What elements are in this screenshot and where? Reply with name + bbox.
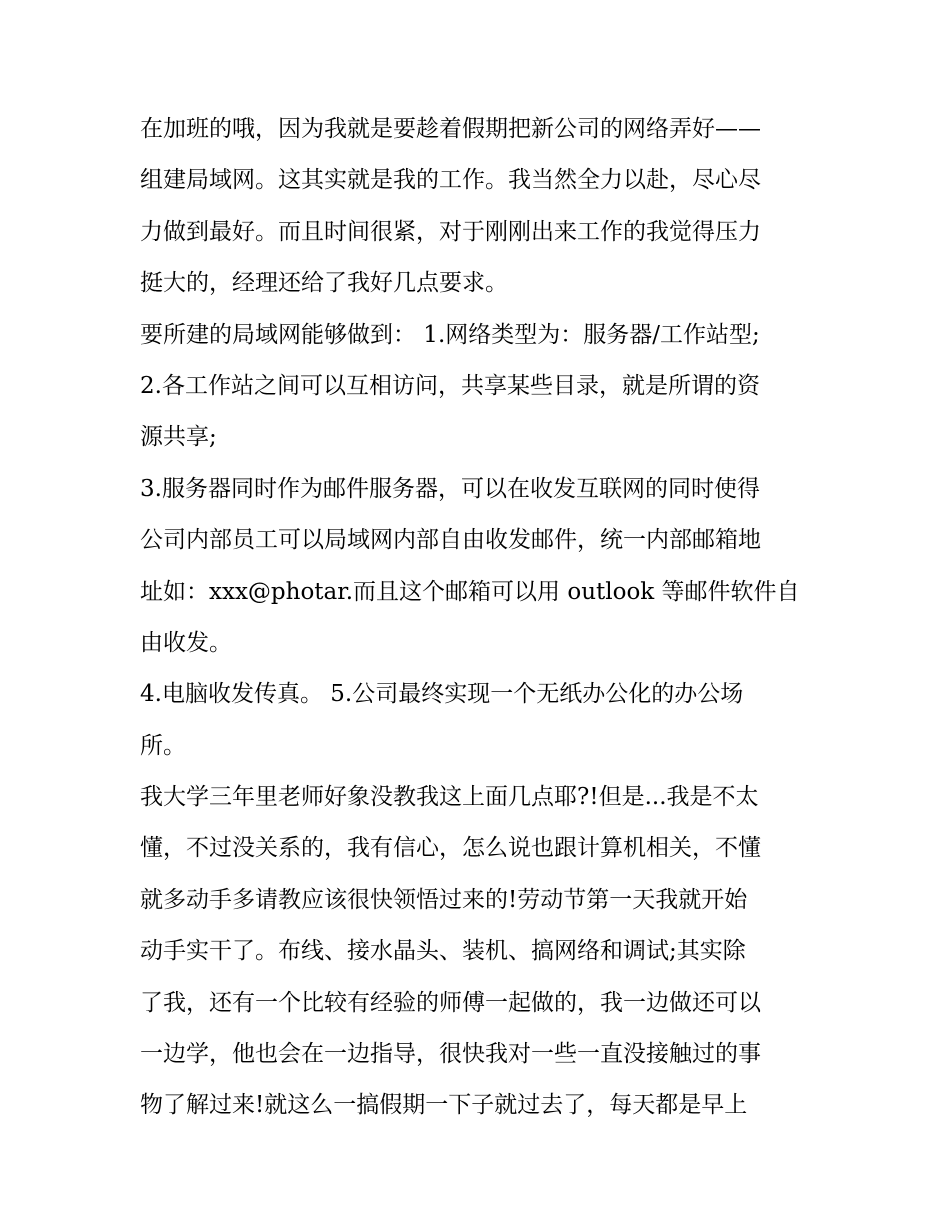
text-line: 要所建的局域网能够做到： 1.网络类型为：服务器/工作站型; [140,321,760,348]
text-line: 挺大的，经理还给了我好几点要求。 [140,270,508,297]
text-line: 公司内部员工可以局域网内部自由收发邮件，统一内部邮箱地 [140,527,761,554]
text-line: 组建局域网。这其实就是我的工作。我当然全力以赴，尽心尽 [140,167,761,194]
text-line: 在加班的哦，因为我就是要趁着假期把新公司的网络弄好—— [140,116,761,142]
text-line: 就多动手多请教应该很快领悟过来的!劳动节第一天我就开始 [140,886,748,913]
text-line: 物了解过来!就这么一搞假期一下子就过去了，每天都是早上 [140,1092,748,1119]
text-line: 了我，还有一个比较有经验的师傅一起做的，我一边做还可以 [140,989,761,1016]
text-line: 由收发。 [140,629,232,656]
text-line: 一边学，他也会在一边指导，很快我对一些一直没接触过的事 [140,1041,761,1068]
text-line: 所。 [140,732,186,759]
text-line: 2.各工作站之间可以互相访问，共享某些目录，就是所谓的资 [140,372,760,399]
text-line: 我大学三年里老师好象没教我这上面几点耶?!但是...我是不太 [140,784,759,811]
text-line: 址如：xxx@photar.而且这个邮箱可以用 outlook 等邮件软件自 [140,578,800,605]
text-line: 源共享; [140,424,217,451]
text-line: 4.电脑收发传真。 5.公司最终实现一个无纸办公化的办公场 [140,681,744,708]
text-line: 力做到最好。而且时间很紧，对于刚刚出来工作的我觉得压力 [140,218,761,245]
body-text [140,104,820,1132]
text-line: 动手实干了。布线、接水晶头、装机、搞网络和调试;其实除 [140,938,746,965]
text-line: 3.服务器同时作为邮件服务器，可以在收发互联网的同时使得 [140,475,760,502]
text-line: 懂，不过没关系的，我有信心，怎么说也跟计算机相关，不懂 [140,835,761,862]
